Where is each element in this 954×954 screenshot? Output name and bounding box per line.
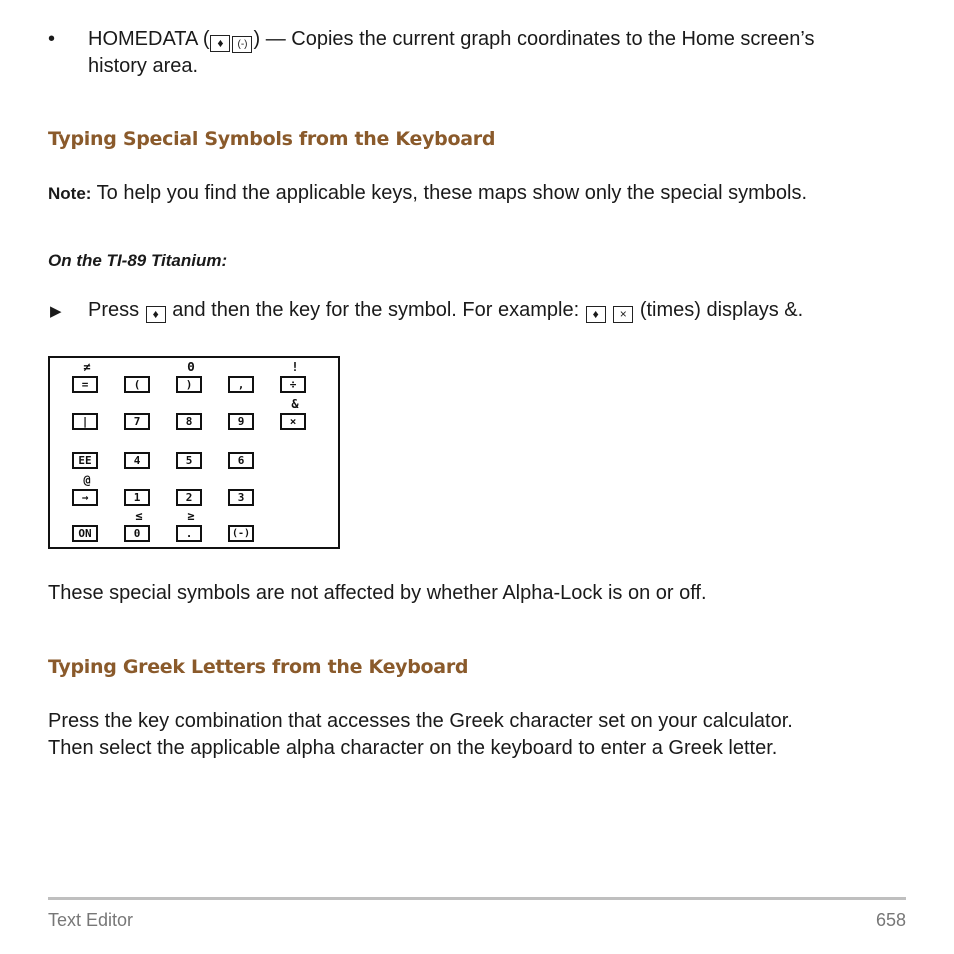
key-on: ON: [72, 525, 98, 542]
key-ee: EE: [72, 452, 98, 469]
step-text-2: and then the key for the symbol. For example:: [172, 299, 580, 321]
symbol-theta: Θ: [187, 360, 195, 374]
diamond-key-icon: ♦: [210, 35, 230, 52]
symbol-greater-equal: ≥: [187, 509, 195, 523]
alpha-lock-paragraph: These special symbols are not affected by whether Alpha-Lock is on or off.: [48, 582, 707, 604]
symbol-factorial: !: [291, 360, 299, 374]
key-4: 4: [124, 452, 150, 469]
greek-paragraph-line1: Press the key combination that accesses the Greek character set on your calculator.: [48, 710, 793, 732]
diamond-key-icon: ♦: [146, 306, 166, 323]
section-heading-special-symbols: Typing Special Symbols from the Keyboard: [48, 128, 496, 150]
homedata-text-before: HOMEDATA (: [88, 28, 210, 50]
footer-page-number: 658: [875, 910, 906, 930]
symbol-at: @: [83, 473, 91, 487]
special-symbols-keymap: [48, 356, 340, 549]
negate-key-icon: (-): [232, 36, 252, 53]
diamond-key-icon: ♦: [586, 306, 606, 323]
step-text-3: (times) displays &.: [639, 299, 804, 321]
footer-divider: [48, 897, 906, 900]
key-3: 3: [228, 489, 254, 506]
key-negate: (-): [228, 525, 254, 542]
note-paragraph: [48, 180, 807, 207]
note-text: To help you find the applicable keys, these maps show only the special symbols.: [91, 182, 808, 204]
step-text-1: Press: [88, 299, 140, 321]
key-close-paren: ): [176, 376, 202, 393]
step-marker-icon: ▶: [50, 303, 62, 320]
key-1: 1: [124, 489, 150, 506]
key-2: 2: [176, 489, 202, 506]
homedata-line2: history area.: [88, 55, 199, 77]
key-6: 6: [228, 452, 254, 469]
key-7: 7: [124, 413, 150, 430]
bullet-marker: •: [48, 28, 56, 50]
homedata-text-after: ) — Copies the current graph coordinates to the Home screen’s: [253, 28, 815, 50]
key-equals: =: [72, 376, 98, 393]
key-bar: |: [72, 413, 98, 430]
key-times: ×: [280, 413, 306, 430]
homedata-bullet: [88, 26, 918, 80]
step-instruction: [88, 297, 918, 324]
section-heading-greek-letters: Typing Greek Letters from the Keyboard: [48, 656, 469, 678]
symbol-not-equal: ≠: [83, 360, 91, 374]
footer-section-title: Text Editor: [48, 910, 134, 930]
greek-paragraph-line2: Then select the applicable alpha character on the keyboard to enter a Greek letter.: [48, 737, 778, 759]
symbol-ampersand: &: [291, 397, 299, 411]
key-5: 5: [176, 452, 202, 469]
symbol-less-equal: ≤: [135, 509, 143, 523]
key-9: 9: [228, 413, 254, 430]
greek-paragraph: [48, 708, 918, 762]
key-comma: ,: [228, 376, 254, 393]
key-open-paren: (: [124, 376, 150, 393]
key-divide: ÷: [280, 376, 306, 393]
subheading-ti89: On the TI-89 Titanium:: [48, 251, 228, 270]
times-key-icon: ×: [613, 306, 633, 323]
key-0: 0: [124, 525, 150, 542]
key-store: →: [72, 489, 98, 506]
note-label: Note:: [48, 184, 92, 203]
key-decimal: .: [176, 525, 202, 542]
key-8: 8: [176, 413, 202, 430]
